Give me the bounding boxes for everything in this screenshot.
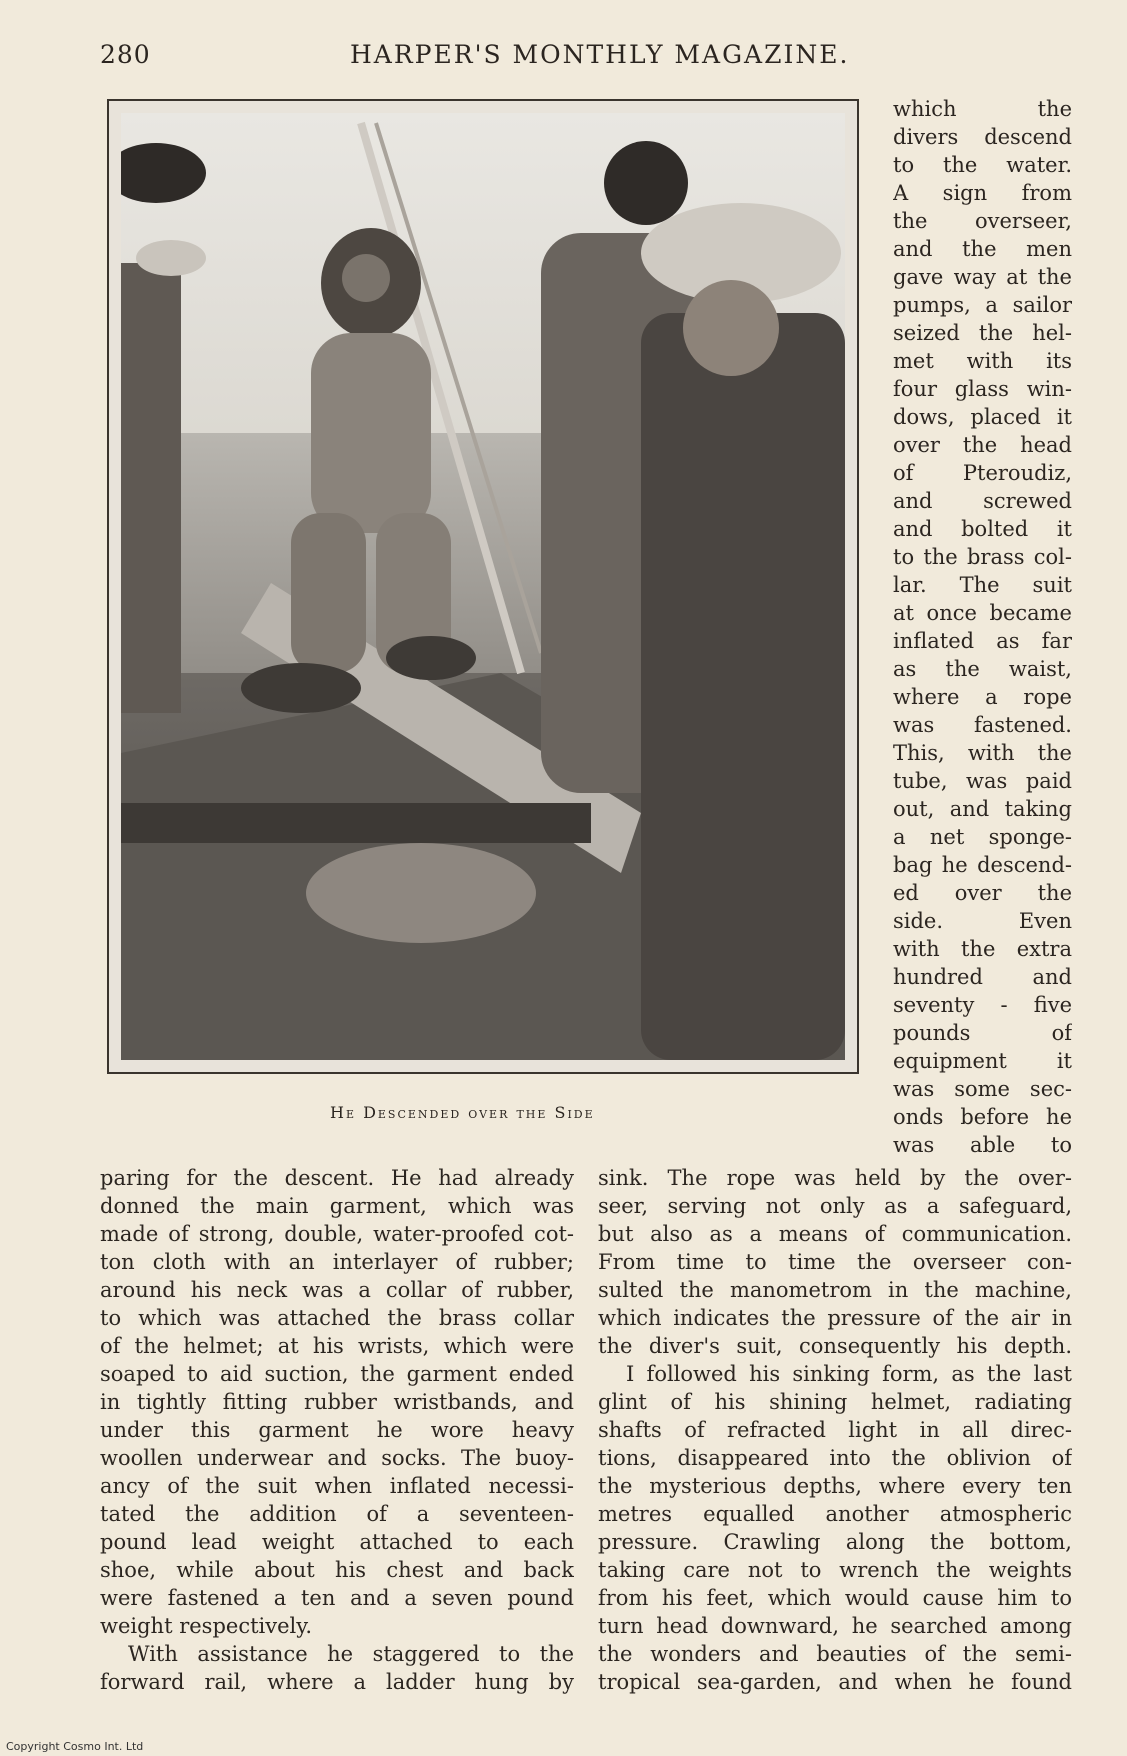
text-line: to which was attached the brass collar (100, 1306, 574, 1330)
left-text-column (100, 1164, 574, 1696)
text-line: seer, serving not only as a safeguard, (598, 1194, 1072, 1218)
text-line: under this garment he wore heavy (100, 1418, 574, 1442)
text-line: at once became (893, 601, 1072, 625)
text-line: pressure. Crawling along the bottom, (598, 1530, 1072, 1554)
text-line: donned the main garment, which was (100, 1194, 574, 1218)
text-line: with the extra (893, 937, 1072, 961)
text-line: weight respectively. (100, 1614, 312, 1638)
text-line: of the helmet; at his wrists, which were (100, 1334, 574, 1358)
text-line: the overseer, (893, 209, 1072, 233)
text-line: From time to time the overseer con- (598, 1250, 1072, 1274)
text-line: around his neck was a collar of rubber, (100, 1278, 574, 1302)
text-line: seized the hel- (893, 321, 1072, 345)
text-line: but also as a means of communication. (598, 1222, 1072, 1246)
text-line: onds before he (893, 1105, 1072, 1129)
text-line: pound lead weight attached to each (100, 1530, 574, 1554)
text-line: to the brass col- (893, 545, 1072, 569)
text-line: sink. The rope was held by the over- (598, 1166, 1072, 1190)
text-line: which indicates the pressure of the air in (598, 1306, 1072, 1330)
text-line: made of strong, double, water-proofed cot- (100, 1222, 574, 1246)
text-line: was fastened. (893, 713, 1072, 737)
text-line: side. Even (893, 909, 1072, 933)
text-line: shoe, while about his chest and back (100, 1558, 574, 1582)
copyright-notice: Copyright Cosmo Int. Ltd (6, 1740, 144, 1753)
text-line: and screwed (893, 489, 1072, 513)
text-line: from his feet, which would cause him to (598, 1586, 1072, 1610)
side-text-column (893, 95, 1072, 1159)
text-line: of Pteroudiz, (893, 461, 1072, 485)
text-line: A sign from (893, 181, 1072, 205)
running-head: HARPER'S MONTHLY MAGAZINE. (350, 40, 850, 69)
text-line: to the water. (893, 153, 1072, 177)
text-line: the wonders and beauties of the semi- (598, 1642, 1072, 1666)
text-line: pounds of (893, 1021, 1072, 1045)
text-line: four glass win- (893, 377, 1072, 401)
deck-beam (121, 803, 591, 843)
text-line: This, with the (893, 741, 1072, 765)
text-line: a net sponge- (893, 825, 1072, 849)
text-line: tropical sea-garden, and when he found (598, 1670, 1072, 1694)
figure-caption: He Descended over the Side (330, 1103, 595, 1122)
text-line: With assistance he staggered to the (128, 1642, 574, 1666)
text-line: divers descend (893, 125, 1072, 149)
text-line: glint of his shining helmet, radiating (598, 1390, 1072, 1414)
text-line: as the waist, (893, 657, 1072, 681)
text-line: the diver's suit, consequently his depth. (598, 1334, 1072, 1358)
text-line: seventy - five (893, 993, 1072, 1017)
text-line: bag he descend- (893, 853, 1072, 877)
text-line: over the head (893, 433, 1072, 457)
text-line: were fastened a ten and a seven pound (100, 1586, 574, 1610)
text-line: was some sec- (893, 1077, 1072, 1101)
text-line: gave way at the (893, 265, 1072, 289)
page-number: 280 (100, 40, 151, 69)
text-line: tube, was paid (893, 769, 1072, 793)
text-line: tated the addition of a seventeen- (100, 1502, 574, 1526)
text-line: ton cloth with an interlayer of rubber; (100, 1250, 574, 1274)
text-line: dows, placed it (893, 405, 1072, 429)
text-line: woollen underwear and socks. The buoy- (100, 1446, 574, 1470)
text-line: ed over the (893, 881, 1072, 905)
text-line: taking care not to wrench the weights (598, 1558, 1072, 1582)
text-line: turn head downward, he searched among (598, 1614, 1072, 1638)
text-line: shafts of refracted light in all direc- (598, 1418, 1072, 1442)
text-line: met with its (893, 349, 1072, 373)
photograph-frame (107, 99, 859, 1074)
text-line: lar. The suit (893, 573, 1072, 597)
text-line: paring for the descent. He had already (100, 1166, 574, 1190)
text-line: the mysterious depths, where every ten (598, 1474, 1072, 1498)
text-line: tions, disappeared into the oblivion of (598, 1446, 1072, 1470)
text-line: equipment it (893, 1049, 1072, 1073)
text-line: pumps, a sailor (893, 293, 1072, 317)
text-line: I followed his sinking form, as the last (626, 1362, 1072, 1386)
text-line: hundred and (893, 965, 1072, 989)
text-line: was able to (893, 1133, 1072, 1157)
text-line: and bolted it (893, 517, 1072, 541)
text-line: forward rail, where a ladder hung by (100, 1670, 574, 1694)
text-line: metres equalled another atmospheric (598, 1502, 1072, 1526)
text-line: ancy of the suit when inflated necessi- (100, 1474, 574, 1498)
text-line: soaped to aid suction, the garment ended (100, 1362, 574, 1386)
text-line: which the (893, 97, 1072, 121)
text-line: in tightly fitting rubber wristbands, and (100, 1390, 574, 1414)
text-line: out, and taking (893, 797, 1072, 821)
text-line: and the men (893, 237, 1072, 261)
hatch-cover (306, 843, 536, 943)
text-line: inflated as far (893, 629, 1072, 653)
right-text-column (598, 1164, 1072, 1696)
diver-photograph (121, 113, 845, 1060)
diver-scene-image (121, 113, 845, 1060)
text-line: where a rope (893, 685, 1072, 709)
text-line: sulted the manometrom in the machine, (598, 1278, 1072, 1302)
